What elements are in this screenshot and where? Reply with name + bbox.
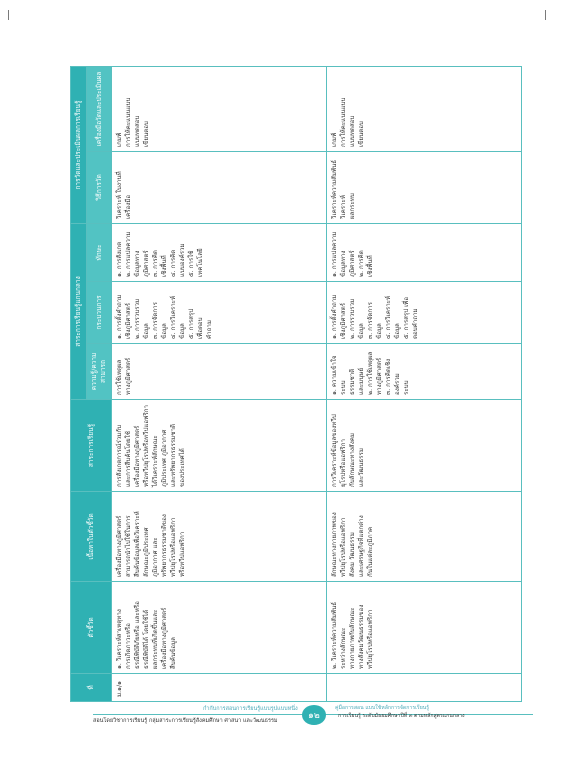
curriculum-table: [70, 66, 522, 702]
cell-no: ม.๑/๑: [112, 674, 327, 702]
header-no: ที่: [71, 674, 112, 702]
header-knowledge: ความรู้/ความสามารถ: [87, 344, 112, 400]
cell-line: ข้อมูลทาง: [340, 250, 347, 277]
cell-key-content: [112, 400, 327, 492]
cell-core-content: [112, 492, 327, 582]
cell-line: ๔. การวิเคราะห์: [385, 295, 392, 339]
cell-line: เครื่องมือ: [125, 194, 132, 219]
cell-line: และวัฒนธรรม: [358, 448, 365, 487]
cell-line: ๕. การสรุป: [188, 308, 195, 339]
cell-line: การให้คะแนนแบบ: [125, 97, 132, 147]
cell-line: ๓. การจัดการ: [367, 302, 374, 339]
cell-line: แบบองค์รวม: [179, 243, 186, 277]
cell-tool: [112, 67, 327, 152]
cell-line: เพื่อตอบ: [197, 317, 204, 339]
cell-line: ข้อมูล: [179, 323, 186, 339]
cell-line: องค์รวม: [394, 373, 401, 395]
cell-line: และมนุษย์: [358, 367, 365, 395]
cell-line: ๒. การคิด: [358, 250, 365, 277]
cell-process: [112, 282, 327, 344]
cell-line: แบบทดสอบ: [134, 115, 141, 147]
cell-skill: [327, 224, 522, 282]
cell-knowledge: [327, 344, 522, 400]
cell-skill: [112, 224, 327, 282]
footer-line-left: สอนโดยวิชาการเรียนรู้ กลุ่มสาระการเรียนรู้สังคมศึกษา ศาสนา และวัฒนธรรม: [93, 718, 278, 724]
cell-line: ทวีปยุโรปหรือแอฟริกา: [170, 517, 177, 577]
cell-line: การเกิดภาวะหรือ: [125, 623, 132, 669]
cell-line: ๒. การรวบรวม: [134, 298, 141, 339]
cell-line: ลักษณะทางกายภาพของ: [331, 512, 338, 577]
header-skill: ทักษะ: [87, 224, 112, 282]
cell-line: ทางกายภาพกับลักษณะ: [349, 607, 356, 669]
table-row: [327, 67, 522, 702]
cell-line: ทวีปยุโรปหรือแอฟริกา: [340, 517, 347, 577]
cell-line: ธรณีพิบัติได้ โดยใช้ได้: [143, 609, 150, 669]
cell-line: ๒. การรวบรวม: [349, 298, 356, 339]
cell-line: เชิงพื้นที่: [367, 255, 374, 277]
cell-line: ๓. การคิดเชิง: [385, 358, 392, 395]
cell-line: ๑. ความเข้าใจ: [331, 355, 338, 395]
cell-line: วิเคราะห์: [340, 195, 347, 219]
cell-line: ของประเทศได้: [179, 448, 186, 487]
cell-line: วิเคราะห์ความสัมพันธ์: [331, 159, 338, 219]
cell-line: ๕. การใช้: [188, 250, 195, 277]
cell-line: เกมฟ์: [116, 132, 123, 147]
cell-line: ๔. การวิเคราะห์: [170, 295, 177, 339]
cell-line: ๑. การแปลความ: [331, 231, 338, 277]
cell-line: การวิเคราะห์ข้อมูลของทวีป: [331, 414, 338, 487]
cell-line: ข้อมูล: [394, 323, 401, 339]
cell-line: ภูมิศาสตร์: [143, 250, 150, 277]
cell-line: เครื่องมือทางภูมิศาสตร์: [134, 425, 141, 487]
cell-line: ข้อมูล: [376, 323, 383, 339]
cell-indicator: [327, 582, 522, 674]
cell-line: และทรัพยากรธรรมชาติ: [170, 424, 177, 487]
cell-line: ทางภูมิศาสตร์: [125, 357, 132, 395]
cell-line: ๑. การตั้งคำถาม: [331, 294, 338, 339]
cell-line: ๓. การจัดการ: [152, 302, 159, 339]
cell-line: คำถาม: [206, 320, 213, 339]
cell-line: ธรณีพิบัติภัยหรือ และหรือ: [134, 601, 141, 669]
cell-line: กับลักษณะทางสังคม: [349, 433, 356, 487]
header-core-content: เนื้อหาในตัวชี้วัด: [71, 492, 112, 582]
cell-line: ทางสังคมวัฒนธรรมของ: [358, 604, 365, 669]
header-key-content: สาระการเรียนรู้: [71, 400, 112, 492]
cell-line: หรือทวีปยุโรปหรือทวีปแอฟริกา: [143, 404, 150, 487]
cell-line: ผลกระทบที่เกิดขึ้นและ: [152, 609, 159, 669]
header-indicator: ตัวชี้วัด: [71, 582, 112, 674]
cell-line: ตอบคำถาม: [412, 308, 419, 339]
cell-line: หรือทวีปแอฟริกา: [179, 531, 186, 577]
cell-line: การใช้เหตุผล: [116, 359, 123, 395]
cell-line: ผลกระทบ: [349, 193, 356, 219]
cell-line: ๒. การแปลความ: [125, 231, 132, 277]
cell-line: การสังเกตการณ์ร่วมกับ: [116, 424, 123, 487]
cell-line: ข้อมูลทาง: [134, 250, 141, 277]
cell-line: ลักษณะภูมิประเทศ: [143, 527, 150, 577]
cell-method: [327, 152, 522, 224]
cell-line: ๑. วิเคราะห์สาเหตุทาง: [116, 609, 123, 669]
table-row: [112, 67, 327, 702]
cell-line: ๒. การใช้เหตุผล: [367, 351, 374, 395]
cell-line: ๕. การสรุป เพื่อ: [403, 296, 410, 339]
header-process: กระบวนการ: [87, 282, 112, 344]
cell-process: [327, 282, 522, 344]
cell-line: และเศรษฐกิจที่แตกต่าง: [358, 515, 365, 577]
cell-line: ภูมิศาสตร์: [349, 250, 356, 277]
cell-line: เครื่องมือทางภูมิศาสตร์: [116, 515, 123, 577]
cell-line: สังคม วัฒนธรรม: [349, 532, 356, 577]
cell-knowledge: [112, 344, 327, 400]
header-method: วิธีการวัด: [87, 152, 112, 224]
cell-line: ๔. การคิด: [170, 249, 177, 277]
header-process-group: สาระการเรียนรู้แกนกลาง: [71, 224, 87, 400]
cell-line: ระบบ: [403, 380, 410, 395]
cell-line: สามารถนำไปใช้ในการ: [125, 515, 132, 577]
cell-line: เทคโนโลยี: [197, 248, 204, 277]
cell-line: ๑. การตั้งคำถาม: [116, 294, 123, 339]
cell-line: ๒. วิเคราะห์ความสัมพันธ์ระหว่างลักษณะ: [331, 601, 347, 669]
cell-line: เชิงพื้นที่: [161, 255, 168, 277]
cell-method: [112, 152, 327, 224]
cell-core-content: [327, 492, 522, 582]
cell-line: ทวีปยุโรปหรือแอฟริกา: [367, 609, 374, 669]
header-tool: เครื่องมือวัดและประเมินผล: [87, 67, 112, 152]
cell-line: กันในแต่ละภูมิภาค: [367, 526, 374, 577]
cell-line: ๓. การคิด: [152, 250, 159, 277]
cell-line: การให้คะแนนแบบ: [340, 97, 347, 147]
rotated-table-wrapper: [70, 67, 500, 702]
page-footer: [93, 705, 533, 731]
cell-tool: [327, 67, 522, 152]
cell-key-content: [327, 400, 522, 492]
cell-indicator: [112, 582, 327, 674]
cell-line: ข้อมูล: [358, 323, 365, 339]
cell-line: เชิงภูมิศาสตร์: [125, 302, 132, 339]
cell-line: ธรรมชาติ: [349, 368, 356, 395]
cell-line: ข้อมูล: [161, 323, 168, 339]
cell-line: และการสืบค้นโดยใช้: [125, 431, 132, 487]
cell-line: แบบทดสอบ: [349, 115, 356, 147]
cell-line: ภูมิอากาศ และ: [152, 537, 159, 577]
cell-line: เครื่องมือทางภูมิศาสตร์: [161, 607, 168, 669]
cell-line: ข้อมูล: [143, 323, 150, 339]
cell-line: ได้วิเคราะห์ลักษณะ: [152, 435, 159, 487]
cell-line: สืบค้นข้อมูลเพื่อวิเคราะห์: [134, 511, 141, 577]
cell-line: ภูมิประเทศ ภูมิอากาศ: [161, 429, 168, 487]
footer-title-right: คู่มือการสอน แบบใช้หลักการจัดการเรียนรู้: [335, 705, 430, 711]
header-assessment-group: การวัดและประเมินผลการเรียนรู้: [71, 67, 87, 224]
footer-title-left: กำกับการสอนการเรียนรู้แบบรูปแบบหนึ่ง: [203, 706, 298, 712]
cell-line: ทรัพยากรธรรมชาติของ: [161, 514, 168, 577]
cell-line: เกมฟ์: [331, 132, 338, 147]
cell-line: ทางภูมิศาสตร์: [376, 357, 383, 395]
page-number: ๑๒: [302, 705, 326, 725]
cell-line: ๑. การสังเกต: [116, 241, 123, 277]
cell-line: สืบค้นข้อมูล: [170, 637, 177, 669]
cell-line: เขียนตอบ: [358, 121, 365, 147]
cell-line: ระบบ: [340, 380, 347, 395]
cell-line: เชิงภูมิศาสตร์: [340, 302, 347, 339]
footer-line-right: การเรียนรู้ ระดับมัธยมศึกษาปีที่ ๓ ตามหลักสูตรแกนกลาง: [338, 713, 465, 719]
cell-line: ยุโรปหรือแอฟริกา: [340, 439, 347, 487]
cell-line: วิเคราะห์ ใบงานที่: [116, 171, 123, 219]
cell-line: เขียนตอบ: [143, 121, 150, 147]
cell-no: [327, 674, 522, 702]
